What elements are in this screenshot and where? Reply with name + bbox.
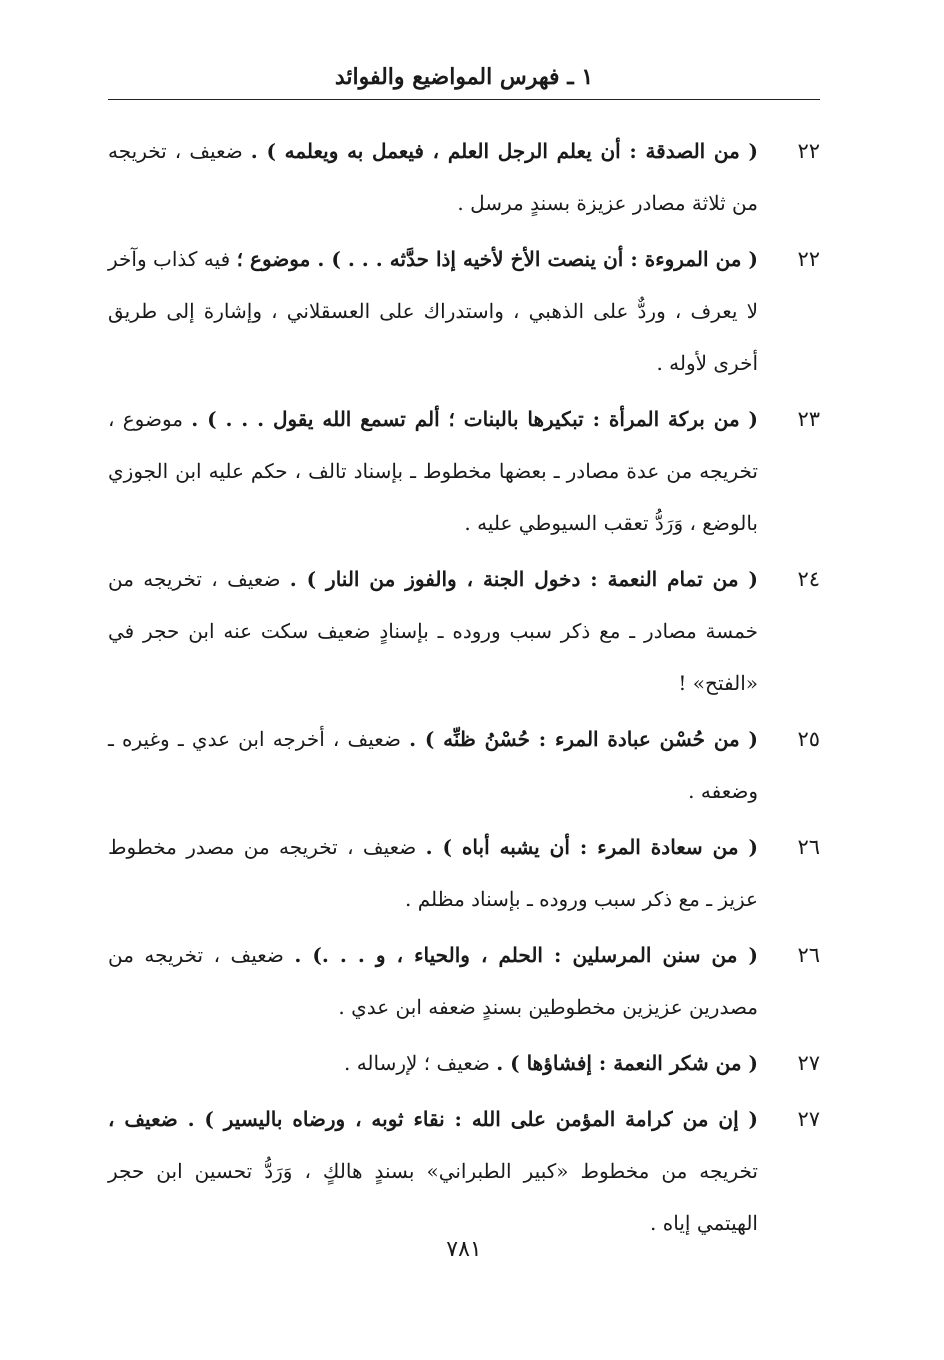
entry-text xyxy=(108,929,758,1033)
entry-text xyxy=(108,1093,758,1249)
entry-grading: فيه كذاب وآخر لا يعرف ، وردٌّ على الذهبي ، واستدراك على العسقلاني ، وإشارة إلى طريق أخرى لأوله . xyxy=(108,247,759,375)
index-entries xyxy=(108,125,820,1253)
entry-page-number: ٢٥ xyxy=(797,727,820,751)
entry-hadith-title: ( من سعادة المرء : أن يشبه أباه ) . xyxy=(425,835,758,859)
entry-hadith-title: ( من شكر النعمة : إفشاؤها ) . xyxy=(496,1051,758,1075)
entry-hadith-title: ( من بركة المرأة : تبكيرها بالبنات ؛ ألم تسمع الله يقول . . . ) . xyxy=(191,407,758,431)
entry-grading: ضعيف ، تخريجه من ثلاثة مصادر عزيزة بسندٍ مرسل . xyxy=(108,139,758,215)
index-entry xyxy=(108,713,820,817)
index-entry xyxy=(108,233,820,389)
entry-page-number: ٢٢ xyxy=(797,139,820,163)
entry-grading: ضعيف ، أخرجه ابن عدي ـ وغيره ـ وضعفه . xyxy=(108,727,758,803)
entry-grading: ضعيف ، تخريجه من مصدر مخطوط عزيز ـ مع ذكر سبب وروده ـ بإسناد مظلم . xyxy=(108,835,758,911)
entry-page-number: ٢٦ xyxy=(797,943,820,967)
index-entry xyxy=(108,1037,820,1089)
running-header: ١ ـ فهرس المواضيع والفوائد xyxy=(334,64,594,90)
header-rule xyxy=(108,99,820,100)
index-entry xyxy=(108,1093,820,1249)
index-entry xyxy=(108,821,820,925)
entry-hadith-title: ( من الصدقة : أن يعلم الرجل العلم ، فيعمل به ويعلمه ) . xyxy=(250,139,759,163)
page-number: ٧٨١ xyxy=(446,1237,482,1262)
entry-grading: موضوع ، تخريجه من عدة مصادر ـ بعضها مخطوط ـ بإسناد تالف ، حكم عليه ابن الجوزي بالوضع ، وَرَدُّ تعقب السيوطي عليه . xyxy=(108,407,758,535)
entry-hadith-title: ( من سنن المرسلين : الحلم ، والحياء ، و . . .) . xyxy=(294,943,758,967)
entry-hadith-title: ( من تمام النعمة : دخول الجنة ، والفوز من النار ) . xyxy=(289,567,759,591)
index-entry xyxy=(108,125,820,229)
entry-grading: ضعيف ؛ لإرساله . xyxy=(343,1051,490,1075)
entry-page-number: ٢٧ xyxy=(797,1107,820,1131)
entry-text xyxy=(108,713,758,817)
entry-page-number: ٢٧ xyxy=(797,1051,820,1075)
entry-grading: ضعيف ، تخريجه من خمسة مصادر ـ مع ذكر سبب وروده ـ بإسنادٍ ضعيف سكت عنه ابن حجر في «الفتح» ! xyxy=(108,567,758,695)
entry-page-number: ٢٤ xyxy=(797,567,820,591)
index-entry xyxy=(108,553,820,709)
entry-text xyxy=(108,821,758,925)
entry-hadith-title: ( إن من كرامة المؤمن على الله : نقاء ثوبه ، ورضاه باليسير ) . ضعيف ، xyxy=(108,1107,758,1131)
entry-text xyxy=(108,1037,758,1089)
entry-text xyxy=(108,125,758,229)
entry-text xyxy=(108,393,758,549)
entry-page-number: ٢٣ xyxy=(797,407,820,431)
entry-page-number: ٢٢ xyxy=(797,247,820,271)
index-entry xyxy=(108,393,820,549)
index-entry xyxy=(108,929,820,1033)
entry-grading: تخريجه من مخطوط «كبير الطبراني» بسندٍ هالكٍ ، وَرَدُّ تحسين ابن حجر الهيتمي إياه . xyxy=(108,1159,758,1235)
entry-hadith-title: ( من المروءة : أن ينصت الأخ لأخيه إذا حدَّثه . . . ) . موضوع ؛ xyxy=(236,247,759,271)
entry-hadith-title: ( من حُسْن عبادة المرء : حُسْنُ ظنِّه ) . xyxy=(409,727,759,751)
entry-text xyxy=(108,233,758,389)
entry-page-number: ٢٦ xyxy=(797,835,820,859)
entry-text xyxy=(108,553,758,709)
entry-grading: ضعيف ، تخريجه من مصدرين عزيزين مخطوطين بسندٍ ضعفه ابن عدي . xyxy=(108,943,758,1019)
